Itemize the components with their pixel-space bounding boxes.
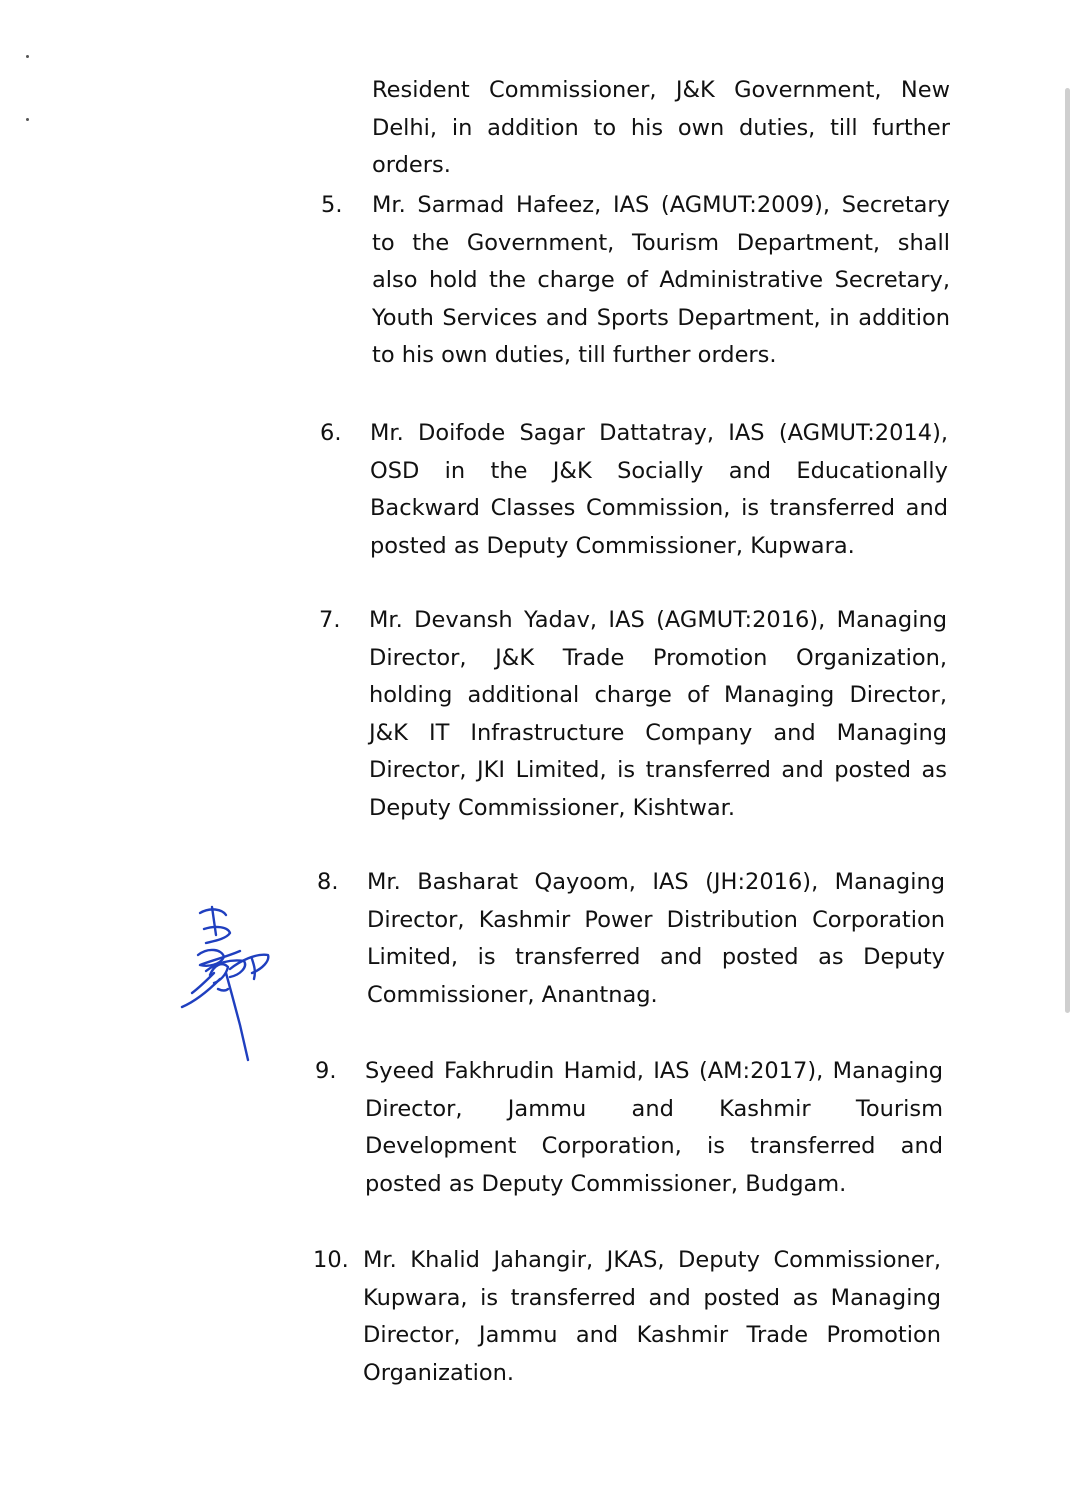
item-number: 8.	[317, 869, 339, 895]
item-paragraph	[367, 864, 945, 1014]
item-paragraph	[372, 187, 950, 375]
scan-speck	[26, 118, 29, 121]
item-paragraph	[365, 1053, 943, 1203]
item-paragraph	[363, 1242, 941, 1392]
item-number: 10.	[313, 1247, 349, 1273]
item-text: Syeed Fakhrudin Hamid, IAS (AM:2017), Managing Director, Jammu and Kashmir Tourism Development Corporation, is transferred and posted as Deputy Commissioner, Budgam.	[365, 1058, 943, 1197]
scan-speck	[26, 55, 29, 58]
item-text: Mr. Sarmad Hafeez, IAS (AGMUT:2009), Secretary to the Government, Tourism Department, shall also hold the charge of Administrative Secretary, Youth Services and Sports Department, in addition to his own duties, till further orders.	[372, 192, 950, 368]
item-number: 9.	[315, 1058, 337, 1084]
item-text: Mr. Basharat Qayoom, IAS (JH:2016), Managing Director, Kashmir Power Distribution Corporation Limited, is transferred and posted as Deputy Commissioner, Anantnag.	[367, 869, 945, 1008]
item-number: 7.	[319, 607, 341, 633]
item-number: 6.	[320, 420, 342, 446]
item-text: Mr. Devansh Yadav, IAS (AGMUT:2016), Managing Director, J&K Trade Promotion Organization, holding additional charge of Managing Director, J&K IT Infrastructure Company and Managing Director, JKI Limited, is transferred and posted as Deputy Commissioner, Kishtwar.	[369, 607, 947, 821]
item-paragraph	[369, 602, 947, 827]
continuation-paragraph	[372, 72, 950, 185]
item-paragraph	[370, 415, 948, 565]
item-text: Mr. Khalid Jahangir, JKAS, Deputy Commissioner, Kupwara, is transferred and posted as Managing Director, Jammu and Kashmir Trade Promotion Organization.	[363, 1247, 941, 1386]
scrollbar[interactable]	[1065, 88, 1070, 1013]
handwritten-signature	[170, 895, 280, 1070]
item-text: Mr. Doifode Sagar Dattatray, IAS (AGMUT:2014), OSD in the J&K Socially and Educationally Backward Classes Commission, is transferred and posted as Deputy Commissioner, Kupwara.	[370, 420, 948, 559]
continuation-text: Resident Commissioner, J&K Government, New Delhi, in addition to his own duties, till further orders.	[372, 77, 950, 178]
item-number: 5.	[321, 192, 343, 218]
